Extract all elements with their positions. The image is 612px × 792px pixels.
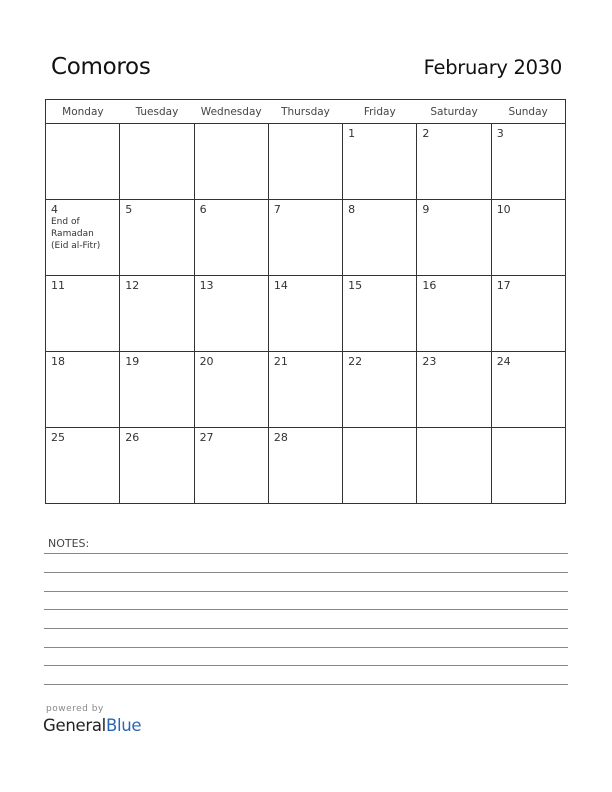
calendar-grid [45, 99, 566, 504]
calendar-day-cell [343, 428, 417, 504]
note-line [44, 665, 568, 666]
day-number: 4 [51, 203, 58, 216]
calendar-day-cell [46, 352, 120, 428]
notes-label: NOTES: [48, 537, 90, 550]
day-number: 1 [348, 127, 356, 140]
calendar-day-cell [417, 276, 491, 352]
note-line [44, 572, 568, 573]
day-number: 21 [273, 355, 288, 368]
calendar-day-cell [120, 200, 194, 276]
calendar-day-cell [268, 200, 342, 276]
calendar-day-cell [194, 352, 268, 428]
calendar-day-cell [343, 124, 417, 200]
calendar-day-cell [491, 276, 565, 352]
weekday-sunday: Sunday [491, 100, 565, 124]
calendar-day-cell [343, 276, 417, 352]
day-number: 8 [348, 203, 356, 216]
note-line [44, 647, 568, 648]
month-title: February 2030 [423, 56, 562, 79]
weekday-monday: Monday [46, 100, 120, 124]
calendar-day-cell [194, 428, 268, 504]
brand-general: General [43, 716, 106, 735]
calendar-day-cell [120, 352, 194, 428]
note-line [44, 684, 568, 685]
day-number: 13 [199, 279, 214, 292]
day-number: 14 [273, 279, 288, 292]
calendar-week-row [46, 200, 566, 276]
day-number: 9 [422, 203, 430, 216]
weekday-friday: Friday [343, 100, 417, 124]
day-number: 3 [496, 127, 504, 140]
note-line [44, 553, 568, 554]
calendar-day-cell [120, 124, 194, 200]
day-number: 27 [199, 431, 214, 444]
weekday-saturday: Saturday [417, 100, 491, 124]
calendar-day-cell [491, 200, 565, 276]
calendar-day-cell [268, 276, 342, 352]
day-number: 7 [273, 203, 281, 216]
calendar-day-cell [417, 124, 491, 200]
day-number: 15 [348, 279, 363, 292]
calendar-day-cell [268, 124, 342, 200]
weekday-tuesday: Tuesday [120, 100, 194, 124]
calendar-day-cell [46, 428, 120, 504]
calendar-day-cell [46, 200, 120, 276]
day-number: 26 [125, 431, 140, 444]
calendar-week-row [46, 276, 566, 352]
day-number: 25 [51, 431, 65, 444]
calendar-day-cell [120, 276, 194, 352]
day-number: 2 [422, 127, 430, 140]
calendar-week-row [46, 352, 566, 428]
holiday-label: End of Ramadan (Eid al-Fitr) [51, 217, 101, 251]
calendar-day-cell [343, 200, 417, 276]
day-number: 20 [199, 355, 214, 368]
calendar-day-cell [417, 352, 491, 428]
day-number: 5 [125, 203, 133, 216]
calendar-week-row [46, 428, 566, 504]
calendar-day-cell [46, 276, 120, 352]
weekday-thursday: Thursday [268, 100, 342, 124]
day-number: 16 [422, 279, 437, 292]
note-line [44, 609, 568, 610]
day-number: 6 [199, 203, 207, 216]
day-number: 17 [496, 279, 511, 292]
day-number: 28 [273, 431, 288, 444]
calendar-day-cell [120, 428, 194, 504]
generalblue-logo [43, 716, 141, 735]
note-line [44, 591, 568, 592]
weekday-header-row [46, 100, 566, 124]
day-number: 18 [51, 355, 65, 368]
day-number: 19 [125, 355, 140, 368]
calendar-day-cell [491, 124, 565, 200]
day-number: 22 [348, 355, 363, 368]
weekday-wednesday: Wednesday [194, 100, 268, 124]
calendar-day-cell [46, 124, 120, 200]
calendar-day-cell [417, 428, 491, 504]
day-number: 23 [422, 355, 437, 368]
calendar-day-cell [194, 124, 268, 200]
calendar-day-cell [491, 352, 565, 428]
calendar-week-row [46, 124, 566, 200]
calendar-day-cell [268, 428, 342, 504]
day-number: 12 [125, 279, 140, 292]
day-number: 24 [496, 355, 511, 368]
day-number: 10 [496, 203, 511, 216]
day-number: 11 [51, 279, 65, 292]
country-title: Comoros [51, 54, 151, 80]
calendar-day-cell [194, 200, 268, 276]
powered-by-text: powered by [46, 704, 104, 714]
calendar-day-cell [343, 352, 417, 428]
calendar-day-cell [194, 276, 268, 352]
calendar-day-cell [417, 200, 491, 276]
calendar-day-cell [268, 352, 342, 428]
brand-blue: Blue [105, 716, 142, 735]
note-line [44, 628, 568, 629]
calendar-body [46, 124, 566, 504]
calendar-day-cell [491, 428, 565, 504]
